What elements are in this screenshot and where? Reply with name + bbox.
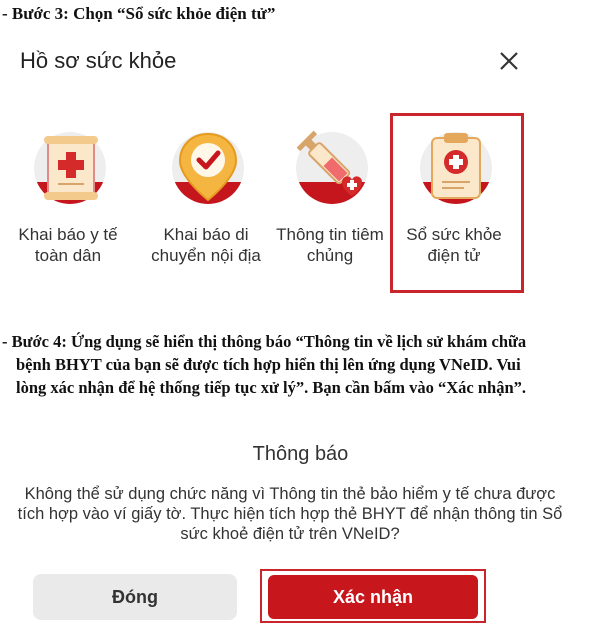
step4-line: lòng xác nhận để hệ thống tiếp tục xử lý”. Bạn cần bấm vào “Xác nhận”. [16,378,527,397]
location-check-icon [156,120,260,224]
step3-instruction: - Bước 3: Chọn “Sổ sức khỏe điện tử” [2,4,276,23]
step4-line: - Bước 4: Ứng dụng sẽ hiển thị thông báo “Thông tin về lịch sử khám chữa [2,332,527,351]
medical-document-icon [18,120,122,224]
tile-label: Khai báo di chuyển nội địa [151,225,261,265]
tile-label: Sổ sức khỏe điện tử [406,225,502,265]
dialog-title: Thông báo [252,443,349,465]
highlight-frame [390,113,524,293]
confirm-button[interactable]: Xác nhận [268,575,478,619]
vaccine-syringe-icon [280,120,384,224]
tile-label: Khai báo y tế toàn dân [18,225,118,265]
step4-line: bệnh BHYT của bạn sẽ được tích hợp hiển thị lên ứng dụng VNeID. Vui [16,355,521,374]
tile-label: Thông tin tiêm chủng [276,225,384,265]
step4-instruction [2,330,600,399]
close-button[interactable]: Đóng [33,574,237,620]
dialog-message: Không thể sử dụng chức năng vì Thông tin thẻ bảo hiểm y tế chưa được tích hợp vào ví giấy tờ. Thực hiện tích hợp thẻ BHYT để nhận thông tin Sổ sức khoẻ điện tử trên VNeID? [17,485,563,543]
close-icon[interactable] [494,46,524,76]
panel-title: Hồ sơ sức khỏe [20,48,177,73]
